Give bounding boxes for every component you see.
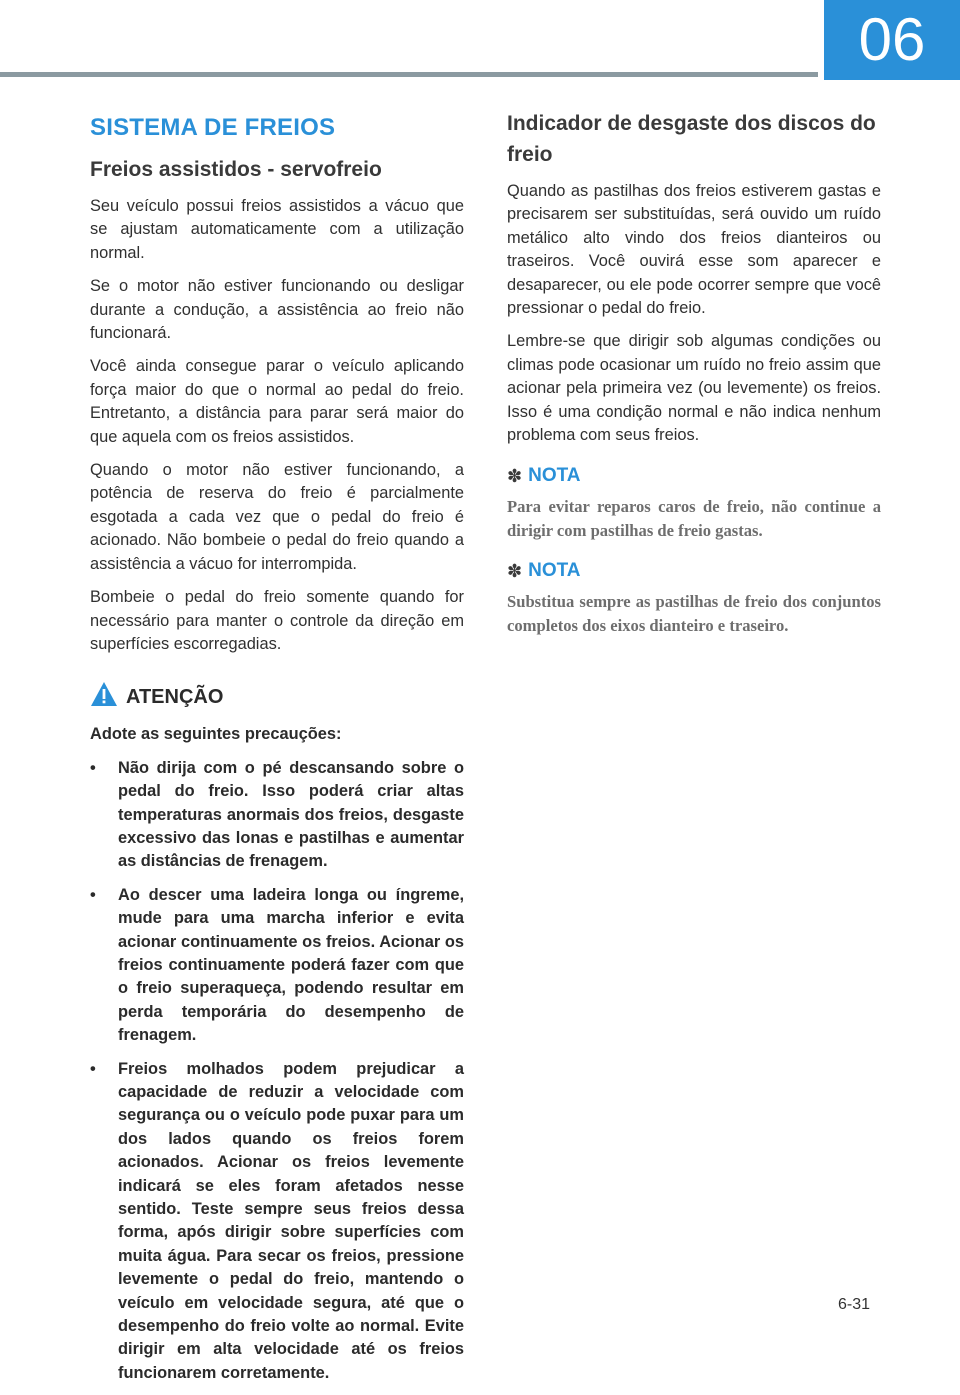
bullet: • [90,1059,96,1078]
subhead-indicador: Indicador de desgaste dos discos do freio [507,112,876,166]
warning-list [90,757,464,1386]
header-rule [0,72,818,77]
list-item [90,1058,464,1386]
section-title: SISTEMA DE FREIOS [90,114,336,141]
paragraph: Bombeie o pedal do freio somente quando for necessário para manter o controle da direção em superfícies escorregadias. [90,588,464,653]
bullet: • [90,885,96,904]
paragraph: Você ainda consegue parar o veículo aplicando força maior do que o normal ao pedal do freio. Entretanto, a distância para parar será maior do que aquela com os freios assistidos. [90,357,464,446]
asterisk-icon: ✽ [507,560,523,581]
note-label: NOTA [528,560,581,582]
asterisk-icon: ✽ [507,465,523,486]
note-text: Substitua sempre as pastilhas de freio dos conjuntos completos dos eixos dianteiro e traseiro. [507,592,881,635]
left-column [90,108,464,1395]
paragraph: Seu veículo possui freios assistidos a vácuo que se ajustam automaticamente com a utilização normal. [90,197,464,262]
warning-intro: Adote as seguintes precauções: [90,725,342,744]
paragraph: Se o motor não estiver funcionando ou desligar durante a condução, a assistência ao freio não funcionará. [90,277,464,343]
list-item-text: Ao descer uma ladeira longa ou íngreme, mude para uma marcha inferior e evita acionar continuamente os freios. Acionar os freios continuamente poderá fazer com que o freio superaqueça, podendo resultar em perda temporária do desempenho de frenagem. [118,885,464,1045]
chapter-tab: 06 [824,0,960,80]
right-column [507,108,881,637]
note-header [507,465,881,487]
paragraph: Lembre-se que dirigir sob algumas condições ou climas pode ocasionar um ruído no freio assim que acionar pela primeira vez (ou levemente) os freios. Isso é uma condição normal e não indica nenhum problema com seus freios. [507,332,881,445]
note-text: Para evitar reparos caros de freio, não continue a dirigir com pastilhas de freio gastas. [507,497,881,540]
subhead-servofreio: Freios assistidos - servofreio [90,158,382,181]
warning-header [90,678,464,709]
list-item-text: Não dirija com o pé descansando sobre o pedal do freio. Isso poderá criar altas temperaturas anormais dos freios, desgaste excessivo das lonas e pastilhas e aumentar as distâncias de frenagem. [118,758,464,871]
paragraph: Quando as pastilhas dos freios estiverem gastas e precisarem ser substituídas, será ouvido um ruído metálico alto vindo dos freios dianteiros ou traseiros. Você ouvirá esse som aparecer e desaparecer, ou ele pode ocorrer sempre que você pressionar o pedal do freio. [507,182,881,318]
list-item [90,757,464,874]
note-label: NOTA [528,465,581,487]
list-item-text: Freios molhados podem prejudicar a capacidade de reduzir a velocidade com segurança ou o veículo pode puxar para um dos lados quando os freios forem acionados. Acionar os freios levemente indicará se eles foram afetados nesse sentido. Teste sempre seus freios dessa forma, após dirigir sobre superfícies com muita água. Para secar os freios, pressione levemente o pedal do freio, mantendo o veículo em velocidade segura, até que o desempenho do freio volte ao normal. Evite dirigir em alta velocidade até os freios funcionarem corretamente. [118,1059,464,1382]
list-item [90,884,464,1048]
note-header [507,560,881,582]
bullet: • [90,758,96,777]
paragraph: Quando o motor não estiver funcionando, a potência de reserva do freio é parcialmente esgotada a cada vez que o pedal do freio é acionado. Não bombeie o pedal do freio quando a assistência a vácuo for interrompida. [90,461,464,573]
page-number: 6-31 [838,1296,871,1313]
warning-label: ATENÇÃO [126,686,224,709]
warning-triangle-icon [90,681,118,707]
